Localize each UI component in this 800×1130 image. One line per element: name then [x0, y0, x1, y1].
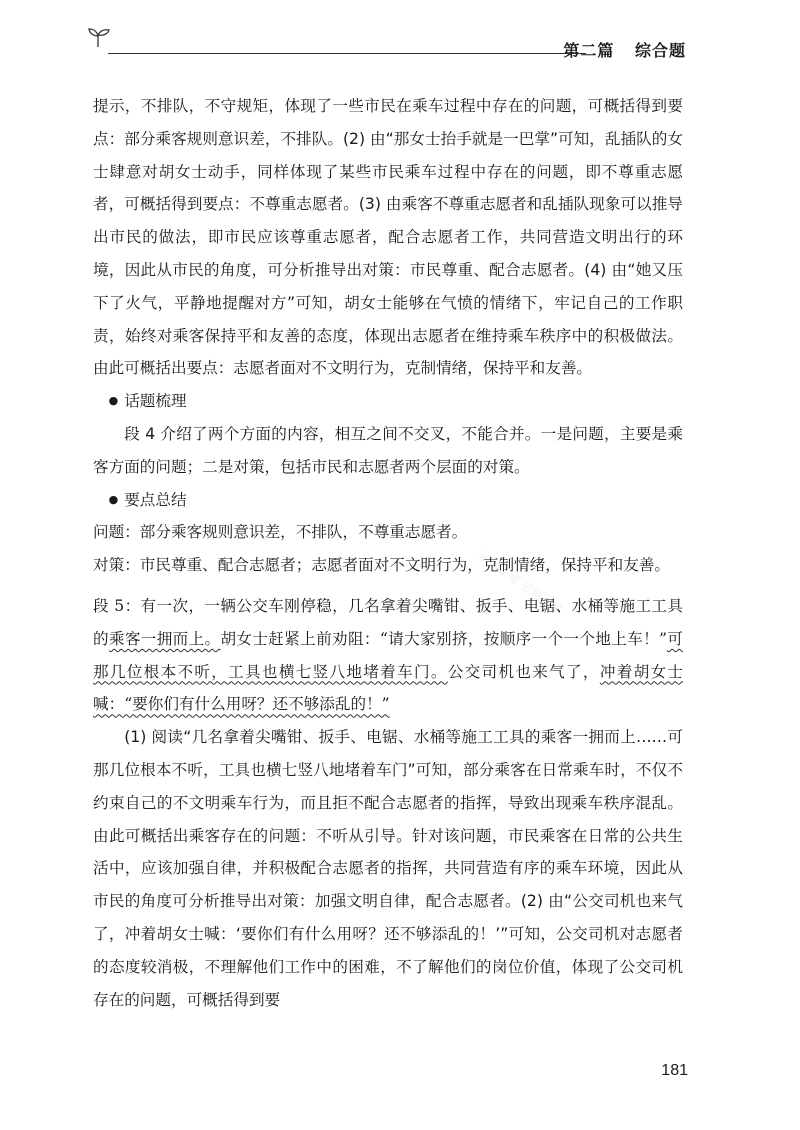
summary-solution: 对策：市民尊重、配合志愿者；志愿者面对不文明行为，克制情绪，保持平和友善。 — [93, 556, 670, 575]
para5-lead: 段 5：有一次，一辆公交车刚停稳，几名拿着尖嘴钳、扳手、电锯、水桶等施工工具的 — [93, 596, 683, 648]
para5-underline-1: 乘客一拥而上。 — [108, 629, 221, 648]
sprout-icon — [86, 26, 112, 48]
page-body — [93, 90, 683, 1016]
source-paragraph-5 — [93, 590, 683, 721]
analysis-paragraph-1: 提示，不排队，不守规矩，体现了一些市民在乘车过程中存在的问题，可概括得到要点：部分乘客规则意识差，不排队。(2) 由“那女士抬手就是一巴掌”可知，乱插队的女士肆意对胡女士动手，同样体现了某些市民乘车过程中存在的问题，即不尊重志愿者，可概括得到要点：不尊重志愿者。(3) 由乘客不尊重志愿者和乱插队现象可以推导出市民的做法，即市民应该尊重志愿者，配合志愿者工作，共同营造文明出行的环境，因此从市民的角度，可分析推导出对策：市民尊重、配合志愿者。(4) 由“她又压下了火气，平静地提醒对方”可知，胡女士能够在气愤的情绪下，牢记自己的工作职责，始终对乘客保持平和友善的态度，体现出志愿者在维持乘车秩序中的积极做法。由此可概括出要点：志愿者面对不文明行为，克制情绪，保持平和友善。 — [93, 97, 683, 378]
header-part: 第二篇 — [563, 41, 615, 60]
header-title — [549, 38, 686, 61]
watermark: 东方标准 内部资料 — [475, 548, 566, 618]
page-header — [86, 26, 686, 60]
para5-underline-2: 可那几位根本不听，工具也横七竖八地堵着车门。 — [93, 629, 683, 681]
para5-underline-3: 冲着胡女士喊：“要你们有什么用呀？还不够添乱的！” — [93, 662, 683, 714]
topic-heading: ● 话题梳理 — [93, 385, 683, 418]
topic-text: 段 4 介绍了两个方面的内容，相互之间不交叉，不能合并。一是问题，主要是乘客方面的问题；二是对策，包括市民和志愿者两个层面的对策。 — [93, 424, 683, 476]
analysis-paragraph-2: (1) 阅读“几名拿着尖嘴钳、扳手、电锯、水桶等施工工具的乘客一拥而上……可那几位根本不听，工具也横七竖八地堵着车门”可知，部分乘客在日常乘车时，不仅不约束自己的不文明乘车行为，而且拒不配合志愿者的指挥，导致出现乘车秩序混乱。由此可概括出乘客存在的问题：不听从引导。针对该问题，市民乘客在日常的公共生活中，应该加强自律，并积极配合志愿者的指挥，共同营造有序的乘车环境，因此从市民的角度可分析推导出对策：加强文明自律，配合志愿者。(2) 由“公交司机也来气了，冲着胡女士喊：‘要你们有什么用呀？还不够添乱的！’”可知，公交司机对志愿者的态度较消极，不理解他们工作中的困难，不了解他们的岗位价值，体现了公交司机存在的问题，可概括得到要 — [93, 728, 683, 1009]
header-rule — [108, 53, 586, 54]
para5-mid-1: 胡女士赶紧上前劝阻：“请大家别挤，按顺序一个一个地上车！” — [220, 629, 668, 648]
para5-mid-2: 公交司机也来气了， — [447, 662, 600, 681]
summary-heading: ● 要点总结 — [93, 484, 683, 517]
summary-problem: 问题：部分乘客规则意识差，不排队，不尊重志愿者。 — [93, 523, 468, 542]
page-number: 181 — [661, 1062, 688, 1079]
header-section: 综合题 — [634, 41, 686, 60]
